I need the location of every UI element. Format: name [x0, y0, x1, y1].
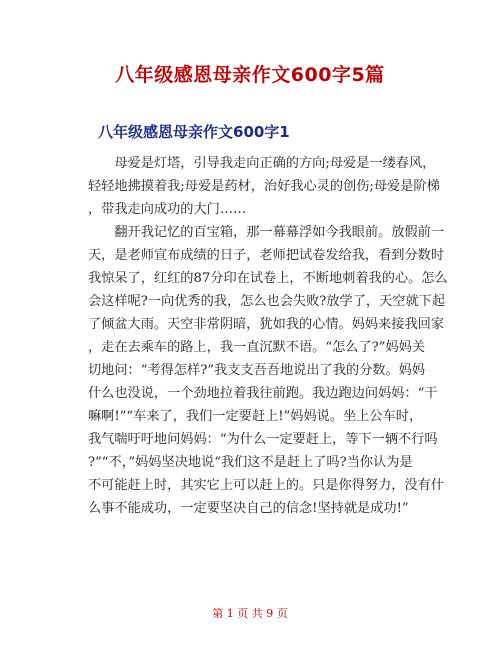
text-line: 了倾盆大雨。天空非常阴暗，犹如我的心情。妈妈来接我回家: [88, 317, 445, 332]
text-line: 嘛啊!”“车来了，我们一定要赶上!”妈妈说。坐上公车时，: [88, 409, 423, 424]
text-line: 么事不能成功，一定要坚决自己的信念!坚持就是成功!”: [88, 501, 409, 516]
text-line: 什么也没说，一个劲地拉着我往前跑。我边跑边问妈妈：“干: [88, 386, 438, 401]
text-line: 轻轻地拂摸着我;母爱是药材，治好我心灵的创伤;母爱是阶梯: [88, 179, 440, 194]
text-line: 会这样呢?一向优秀的我，怎么也会失败?放学了，天空就下起: [88, 294, 446, 309]
text-line: ?”“不，”妈妈坚决地说“我们这不是赶上了吗?当你认为是: [88, 455, 413, 470]
text-line: 切地问：“考得怎样?”我支支吾吾地说出了我的分数。妈妈: [88, 363, 426, 378]
document-title: 八年级感恩母亲作文600字5篇: [115, 64, 385, 86]
text-line: ，带我走向成功的大门……: [88, 202, 247, 217]
text-line: 我惊呆了，红红的87分印在试卷上，不断地刺着我的心。怎么: [88, 271, 448, 286]
text-line: 我气喘吁吁地问妈妈：“为什么一定要赶上，等下一辆不行吗: [88, 432, 438, 447]
essay-body: [88, 152, 448, 520]
text-line: 不可能赶上时，其实它上可以赶上的。只是你得努力，没有什: [88, 478, 445, 493]
text-line: 翻开我记忆的百宝箱，那一幕幕浮如今我眼前。放假前一: [88, 225, 445, 240]
text-line: 天，是老师宣布成绩的日子，老师把试卷发给我，看到分数时: [88, 248, 445, 263]
text-line: ，走在去乘车的路上，我一直沉默不语。“怎么了?”妈妈关: [88, 340, 426, 355]
text-line: 母爱是灯塔，引导我走向正确的方向;母爱是一缕春风，: [88, 156, 436, 171]
section-title: 八年级感恩母亲作文600字1: [98, 123, 290, 141]
page-footer: 第 1 页 共 9 页: [212, 607, 288, 620]
